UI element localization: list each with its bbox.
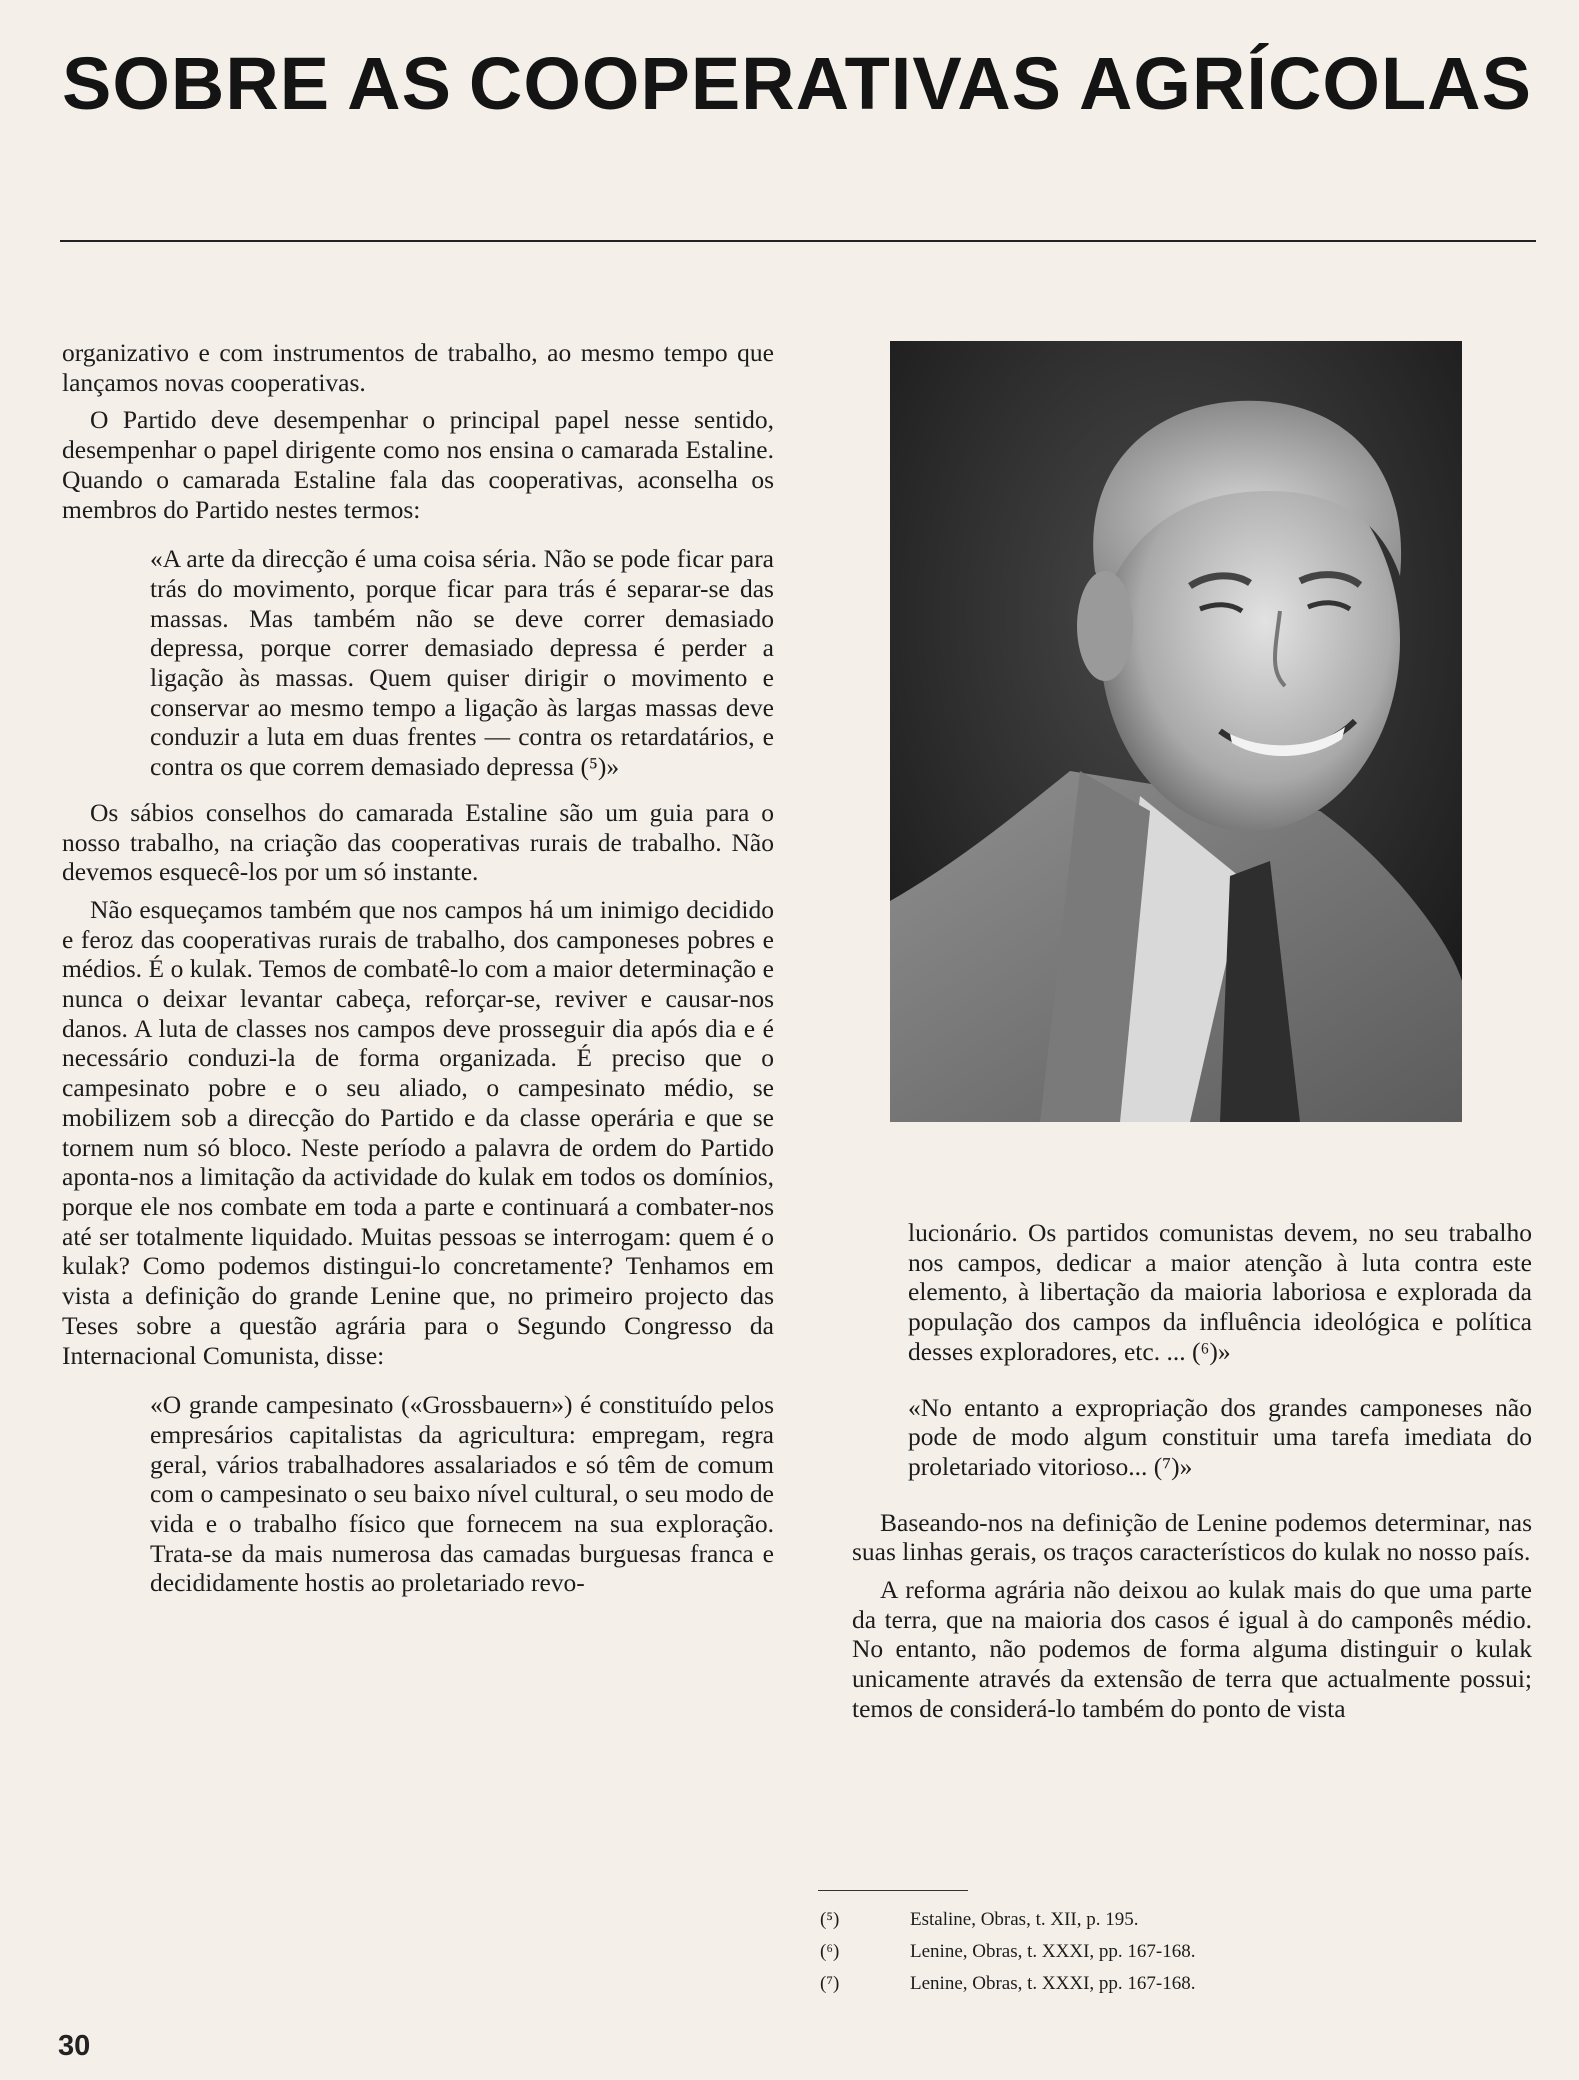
body-paragraph: Baseando-nos na definição de Lenine podemos determinar, nas suas linhas gerais, os traços característicos do kulak no nosso país.	[852, 1507, 1532, 1567]
quote-text: «O grande campesinato («Grossbauern») é constituído pelos empresários capitalistas da agricultura: empregam, regra geral, vários trabalhadores assalariados e só têm de comum com o campesinato o seu baixo nível cultural, o seu modo de vida e o trabalho físico que fornecem na sua exploração. Trata-se da mais numerosa das camadas burguesas franca e decididamente hostis ao proletariado revo-	[150, 1390, 774, 1598]
footnote-divider	[818, 1890, 968, 1891]
article-headline	[62, 38, 1532, 128]
page-number: 30	[58, 2030, 91, 2062]
right-column	[852, 1218, 1532, 1724]
footnote-number: (⁶)	[820, 1941, 840, 1962]
body-paragraph: Não esqueçamos também que nos campos há um inimigo decidido e feroz das cooperativas rurais de trabalho, dos camponeses pobres e médios. É o kulak. Temos de combatê-lo com a maior determinação e nunca o deixar levantar cabeça, reforçar-se, reviver e causar-nos danos. A luta de classes nos campos deve prosseguir dia após dia e é necessário conduzi-la de forma organizada. É preciso que o campesinato pobre e o seu aliado, o campesinato médio, se mobilizem sob a direcção do Partido e da classe operária e que se tornem num só bloco. Neste período a palavra de ordem do Partido aponta-nos a limitação da actividade do kulak em todos os domínios, porque ele nos combate em toda a parte e continuará a combater-nos até ser totalmente liquidado. Muitas pessoas se interrogam: quem é o kulak? Como podemos distingui-lo concretamente? Tenhamos em vista a definição do grande Lenine que, no primeiro projecto das Teses sobre a questão agrária para o Segundo Congresso da Internacional Comunista, disse:	[62, 894, 774, 1370]
lenin-quote-continuation	[852, 1218, 1532, 1367]
footnotes	[820, 1904, 1520, 2000]
headline-word: SOBRE	[62, 41, 331, 125]
body-paragraph: organizativo e com instrumentos de trabalho, ao mesmo tempo que lançamos novas cooperativas.	[62, 338, 774, 397]
lenin-quote-2	[852, 1393, 1532, 1482]
headline-word: COOPERATIVAS	[468, 41, 1062, 125]
left-column	[62, 338, 774, 1614]
headline-divider	[60, 240, 1536, 242]
headline-word: AS	[347, 41, 452, 125]
headline-word: AGRÍCOLAS	[1078, 41, 1532, 125]
footnote-text: Lenine, Obras, t. XXXI, pp. 167-168.	[910, 1941, 1196, 1962]
footnote-number: (⁷)	[820, 1973, 840, 1994]
body-paragraph: O Partido deve desempenhar o principal papel nesse sentido, desempenhar o papel dirigente como nos ensina o camarada Estaline. Quando o camarada Estaline fala das cooperativas, aconselha os membros do Partido nestes termos:	[62, 405, 774, 524]
portrait-illustration	[890, 341, 1462, 1122]
footnote	[820, 1936, 1520, 1968]
portrait-photo	[890, 341, 1462, 1122]
stalin-quote	[62, 544, 774, 782]
footnote-text: Lenine, Obras, t. XXXI, pp. 167-168.	[910, 1973, 1196, 1994]
footnote-number: (⁵)	[820, 1909, 840, 1930]
quote-text: lucionário. Os partidos comunistas devem, no seu trabalho nos campos, dedicar a maior atenção à luta contra este elemento, à libertação da maioria laboriosa e explorada da população dos campos da influência ideológica e política desses exploradores, etc. ... (⁶)»	[908, 1218, 1532, 1366]
quote-text: «A arte da direcção é uma coisa séria. Não se pode ficar para trás do movimento, porque ficar para trás é separar-se das massas. Mas também não se deve correr demasiado depressa, porque correr demasiado depressa é perder a ligação às massas. Quem quiser dirigir o movimento e conservar ao mesmo tempo a ligação às largas massas deve conduzir a luta em duas frentes — contra os retardatários, e contra os que correm demasiado depressa (⁵)»	[150, 544, 774, 782]
footnote-text: Estaline, Obras, t. XII, p. 195.	[910, 1909, 1139, 1930]
body-paragraph: A reforma agrária não deixou ao kulak mais do que uma parte da terra, que na maioria dos casos é igual à do camponês médio. No entanto, não podemos de forma alguma distinguir o kulak unicamente através da extensão de terra que actualmente possui; temos de considerá-lo também do ponto de vista	[852, 1575, 1532, 1723]
footnote	[820, 1904, 1520, 1936]
lenin-quote	[62, 1390, 774, 1598]
body-paragraph: Os sábios conselhos do camarada Estaline são um guia para o nosso trabalho, na criação das cooperativas rurais de trabalho. Não devemos esquecê-los por um só instante.	[62, 797, 774, 887]
quote-text: «No entanto a expropriação dos grandes camponeses não pode de modo algum constituir uma tarefa imediata do proletariado vitorioso... (⁷)»	[908, 1392, 1532, 1481]
footnote	[820, 1968, 1520, 2000]
